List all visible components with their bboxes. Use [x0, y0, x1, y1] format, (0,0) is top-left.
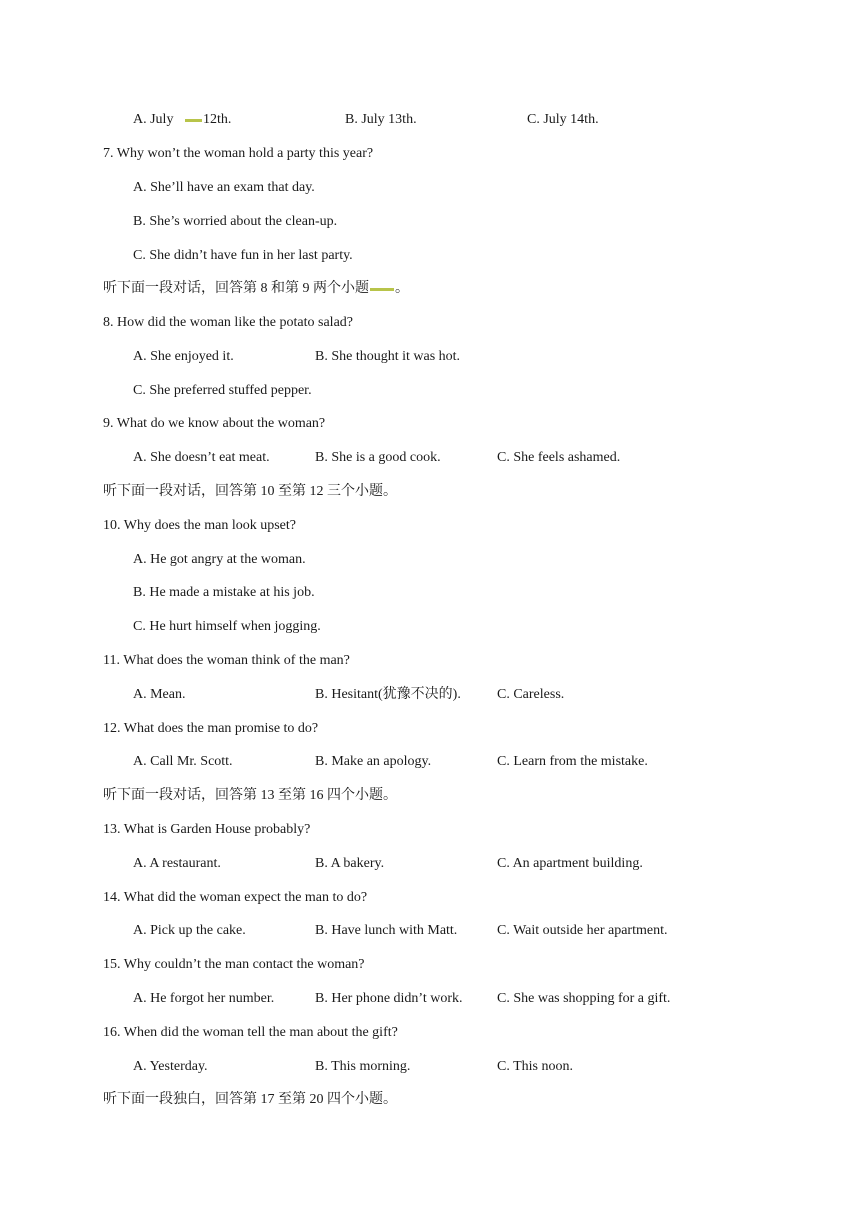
q15-question: 15. Why couldn’t the man contact the woman?: [103, 957, 365, 972]
q6-option-b: B. July 13th.: [345, 112, 417, 127]
q12-option-c: C. Learn from the mistake.: [497, 754, 648, 769]
q15-option-a: A. He forgot her number.: [133, 991, 275, 1006]
q6-option-a-day: 12th.: [202, 112, 232, 127]
section-heading-17-20: 听下面一段独白，回答第 17 至第 20 四个小题。: [103, 1092, 397, 1107]
q13-option-a: A. A restaurant.: [133, 856, 221, 871]
q10-option-b: B. He made a mistake at his job.: [133, 585, 315, 600]
q15-option-b: B. Her phone didn’t work.: [315, 991, 463, 1006]
q7-option-c: C. She didn’t have fun in her last party.: [133, 248, 353, 263]
section-heading-10-12: 听下面一段对话，回答第 10 至第 12 三个小题。: [103, 484, 397, 499]
q13-option-c: C. An apartment building.: [497, 856, 643, 871]
q7-option-a: A. She’ll have an exam that day.: [133, 180, 315, 195]
section-heading-end: 。: [395, 281, 409, 296]
section-heading-13-16: 听下面一段对话，回答第 13 至第 16 四个小题。: [103, 788, 397, 803]
q16-option-c: C. This noon.: [497, 1059, 573, 1074]
q15-option-c: C. She was shopping for a gift.: [497, 991, 671, 1006]
q9-question: 9. What do we know about the woman?: [103, 416, 326, 431]
q11-question: 11. What does the woman think of the man?: [103, 653, 350, 668]
q11-option-b: B. Hesitant(犹豫不决的).: [315, 687, 461, 702]
q13-option-b: B. A bakery.: [315, 856, 385, 871]
q14-option-a: A. Pick up the cake.: [133, 923, 246, 938]
q6-option-c: C. July 14th.: [527, 112, 599, 127]
q16-question: 16. When did the woman tell the man about the gift?: [103, 1025, 398, 1040]
q11-option-c: C. Careless.: [497, 687, 565, 702]
q12-option-a: A. Call Mr. Scott.: [133, 754, 233, 769]
q11-option-a: A. Mean.: [133, 687, 186, 702]
highlight-mark: [185, 119, 202, 122]
q7-question: 7. Why won’t the woman hold a party this year?: [103, 146, 374, 161]
section-heading-text: 听下面一段对话，回答第 8 和第 9 两个小题: [103, 281, 369, 296]
q13-question: 13. What is Garden House probably?: [103, 822, 311, 837]
q8-question: 8. How did the woman like the potato salad?: [103, 315, 353, 330]
q14-question: 14. What did the woman expect the man to do?: [103, 890, 368, 905]
q8-option-a: A. She enjoyed it.: [133, 349, 234, 364]
q10-question: 10. Why does the man look upset?: [103, 518, 296, 533]
q6-option-a: [133, 110, 231, 130]
q10-option-a: A. He got angry at the woman.: [133, 552, 306, 567]
q16-option-b: B. This morning.: [315, 1059, 411, 1074]
q10-option-c: C. He hurt himself when jogging.: [133, 619, 321, 634]
q9-option-a: A. She doesn’t eat meat.: [133, 450, 270, 465]
highlight-mark: [370, 288, 394, 291]
q9-option-c: C. She feels ashamed.: [497, 450, 621, 465]
q12-question: 12. What does the man promise to do?: [103, 721, 319, 736]
q6-option-a-text: A. July: [133, 112, 174, 127]
q7-option-b: B. She’s worried about the clean-up.: [133, 214, 338, 229]
q12-option-b: B. Make an apology.: [315, 754, 432, 769]
q8-option-c: C. She preferred stuffed pepper.: [133, 383, 312, 398]
section-heading-8-9: [103, 279, 409, 299]
q16-option-a: A. Yesterday.: [133, 1059, 208, 1074]
q9-option-b: B. She is a good cook.: [315, 450, 441, 465]
q14-option-c: C. Wait outside her apartment.: [497, 923, 668, 938]
q8-option-b: B. She thought it was hot.: [315, 349, 461, 364]
q14-option-b: B. Have lunch with Matt.: [315, 923, 458, 938]
